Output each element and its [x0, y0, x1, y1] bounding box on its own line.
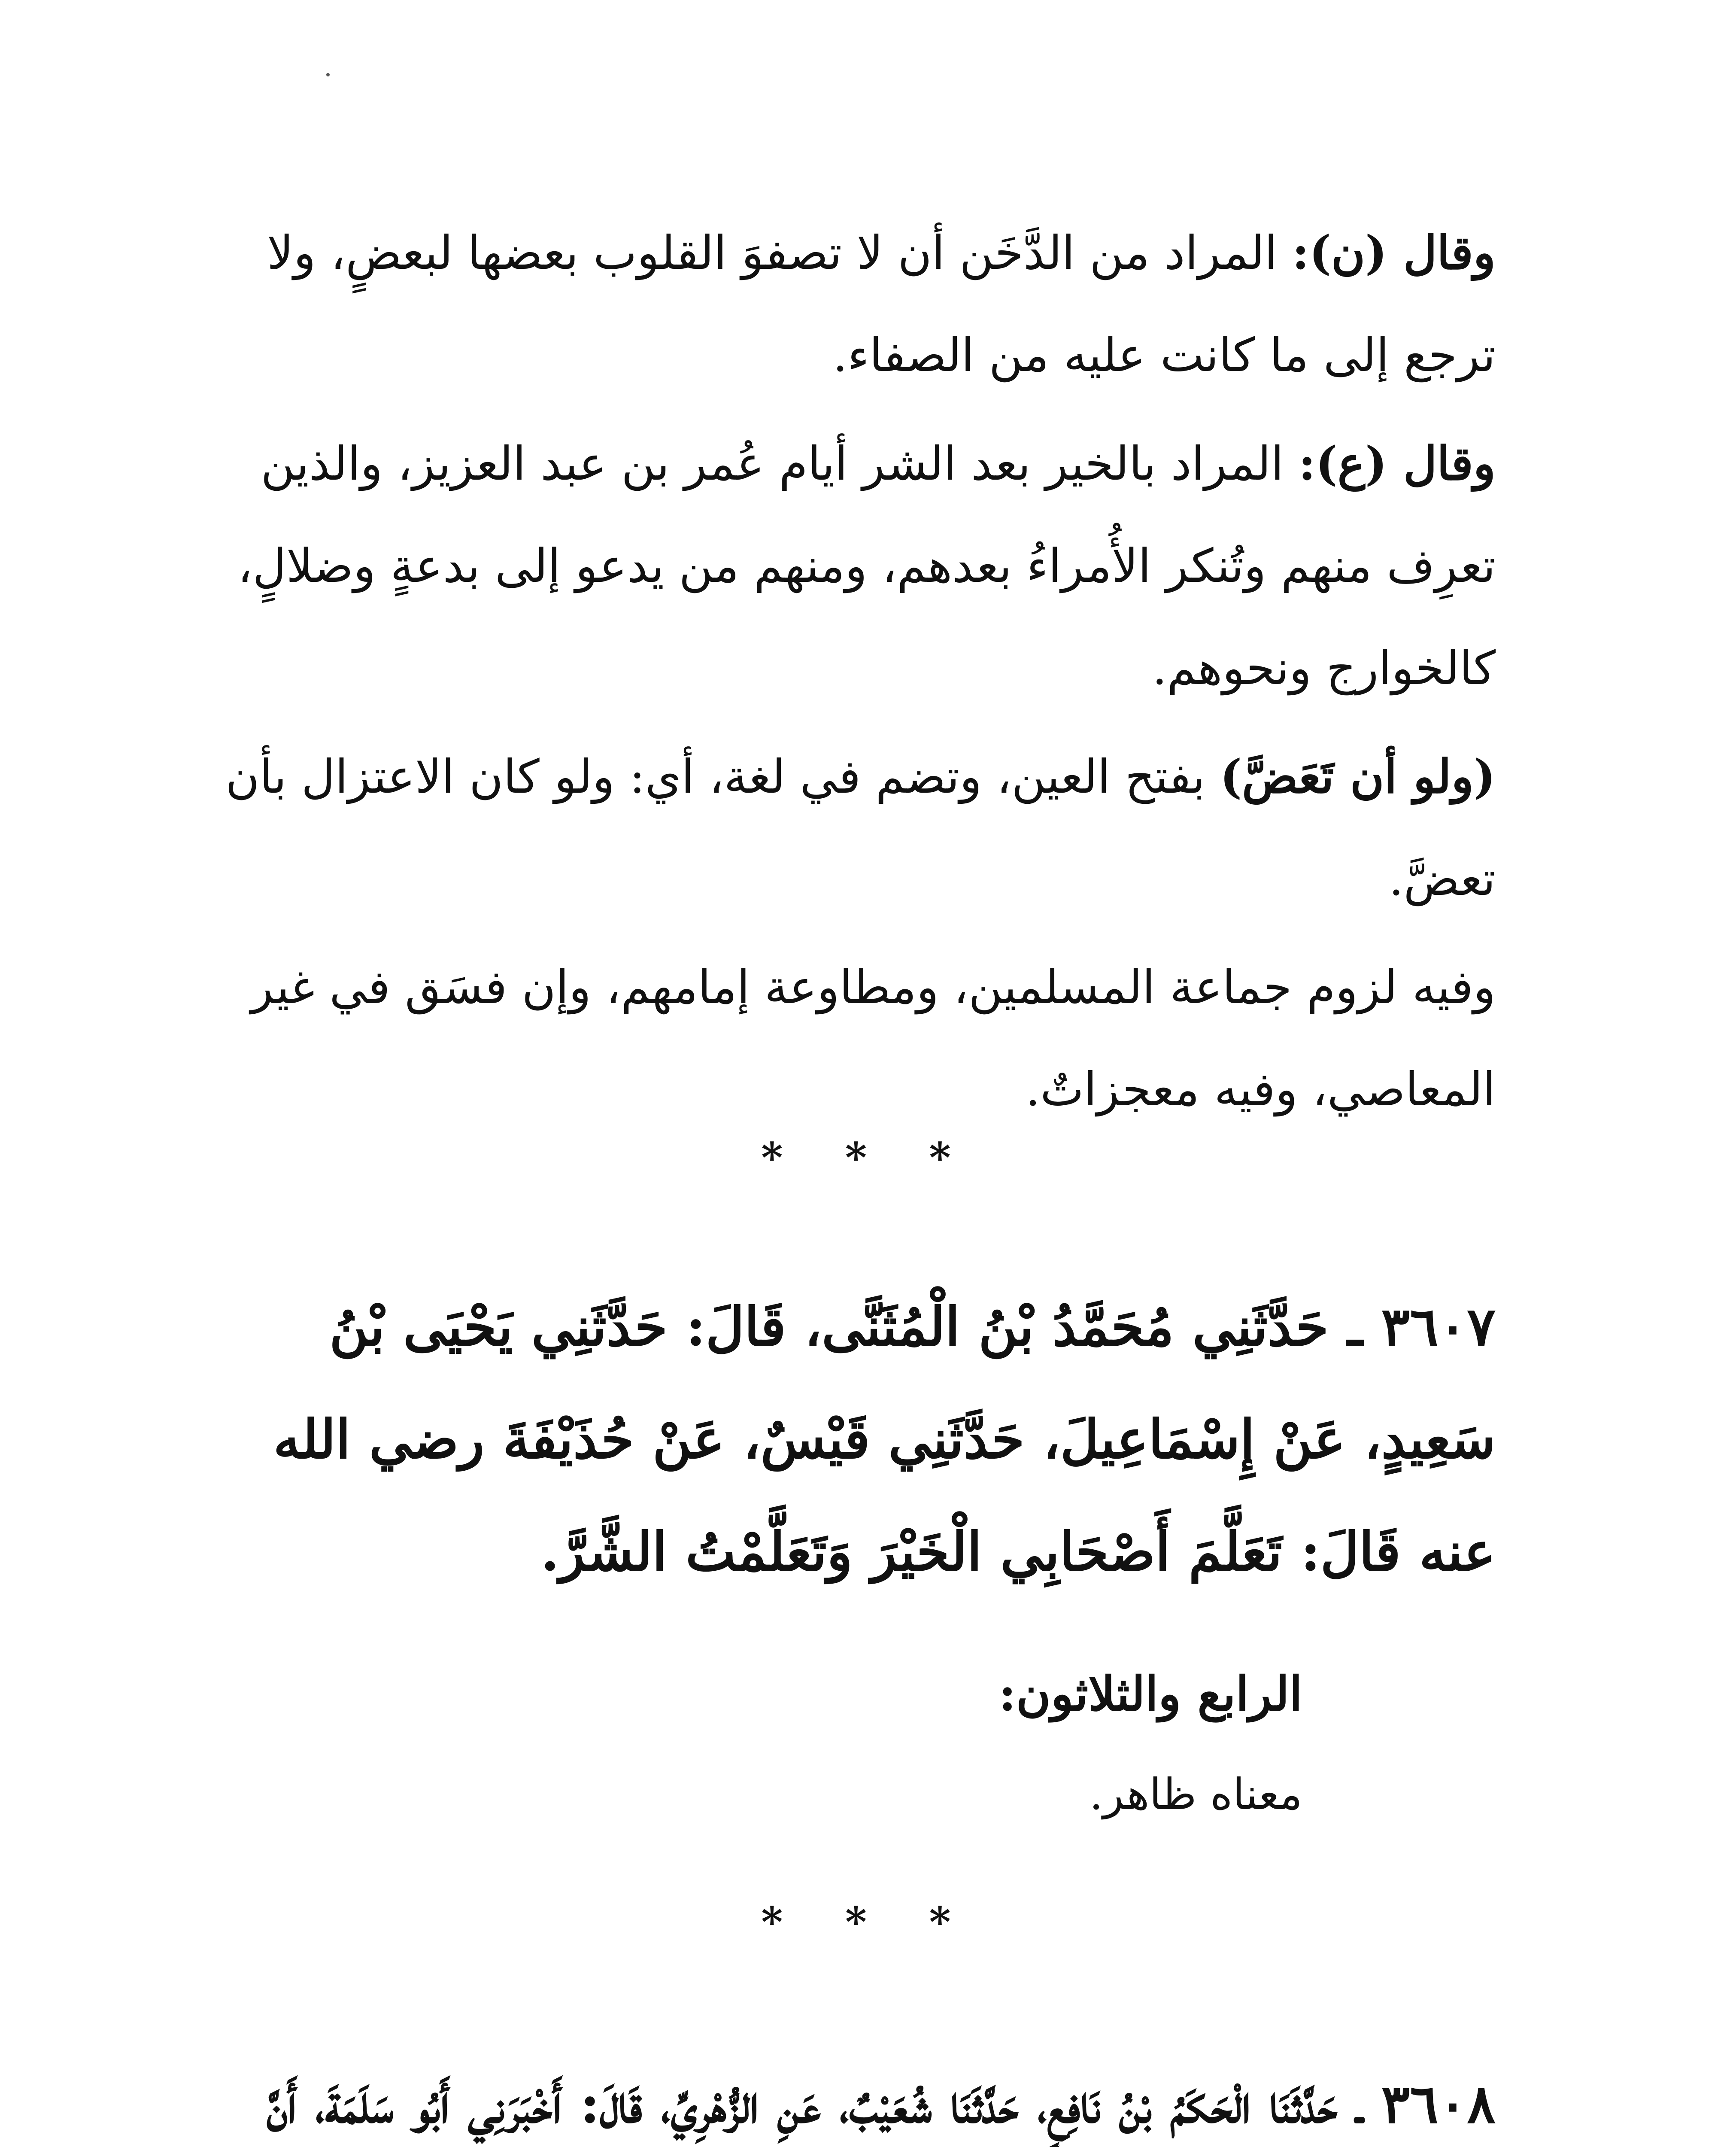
section-text: معناه ظاهر.: [1089, 1769, 1302, 1819]
section-heading: الرابع والثلاثون:: [999, 1666, 1302, 1721]
commentary-lead-3: (ولو أن تَعَضَّ): [1220, 750, 1496, 804]
hadith-3607-text: ٣٦٠٧ ـ حَدَّثَنِي مُحَمَّدُ بْنُ الْمُثَنَّى، قَالَ: حَدَّثَنِي يَحْيَى بْنُ سَعِيدٍ، عَنْ إِسْمَاعِيلَ، حَدَّثَنِي قَيْسٌ، عَنْ حُذَيْفَةَ رضي الله عنه قَالَ: تَعَلَّمَ أَصْحَابِي الْخَيْرَ وَتَعَلَّمْتُ الشَّرَّ.: [273, 1296, 1496, 1583]
commentary-text-1: المراد من الدَّخَن أن لا تصفوَ القلوب بعضها لبعضٍ، ولا ترجع إلى ما كانت عليه من الصفاء.: [267, 226, 1496, 382]
commentary-lead-1: وقال (ن):: [1292, 226, 1496, 280]
commentary-lead-2: وقال (ع):: [1298, 437, 1496, 491]
commentary-text-2: المراد بالخير بعد الشر أيام عُمر بن عبد العزيز، والذين تعرِف منهم وتُنكر الأُمراءُ بعدهم، ومنهم من يدعو إلى بدعةٍ وضلالٍ، كالخوارج ونحوهم.: [237, 437, 1496, 695]
commentary-paragraph-1: [219, 202, 1496, 407]
section-separator-1: * * *: [761, 1134, 975, 1182]
commentary-paragraph-4: [219, 937, 1496, 1141]
commentary-text-4: وفيه لزوم جماعة المسلمين، ومطاوعة إمامهم، وإن فسَق في غير المعاصي، وفيه معجزاتٌ.: [251, 961, 1496, 1116]
hadith-3608-text: ٣٦٠٨ ـ حَدَّثَنَا الْحَكَمُ بْنُ نَافِعٍ، حَدَّثَنَا شُعَيْبٌ، عَنِ الزُّهْرِيِّ، قَالَ: أَخْبَرَنِي أَبُو سَلَمَةَ، أَنَّ: [267, 2073, 1496, 2135]
commentary-text-3: بفتح العين، وتضم في لغة، أي: ولو كان الاعتزال بأن تعضَّ.: [225, 750, 1496, 906]
section-separator-2: * * *: [761, 1898, 975, 1946]
commentary-block: [219, 202, 1496, 1147]
commentary-paragraph-3: [219, 726, 1496, 931]
hadith-3608-block: [219, 2048, 1496, 2147]
hadith-3607-block: [219, 1271, 1496, 1609]
commentary-paragraph-2: [219, 413, 1496, 720]
scan-speck: [326, 73, 330, 76]
